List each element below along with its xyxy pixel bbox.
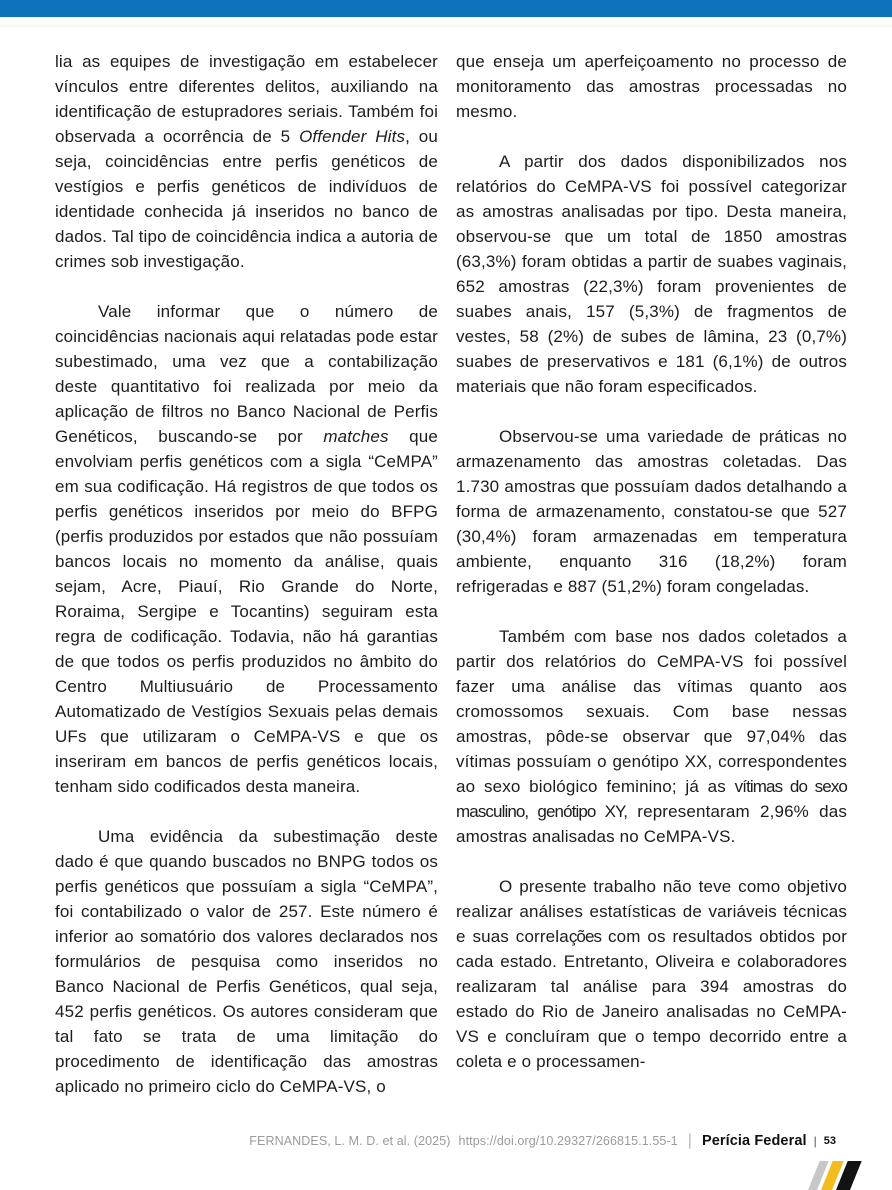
paragraph bbox=[456, 149, 847, 399]
italic-term: matches bbox=[323, 427, 389, 446]
footer-citation: FERNANDES, L. M. D. et al. (2025) bbox=[249, 1134, 451, 1148]
journal-title: Perícia Federal bbox=[701, 1133, 807, 1149]
left-column bbox=[55, 49, 438, 1124]
condensed-text: ções bbox=[568, 927, 602, 946]
paragraph bbox=[55, 49, 438, 274]
paragraph bbox=[55, 299, 438, 799]
header-shadow-line bbox=[0, 25, 892, 27]
paragraph-text: O presente trabalho não teve como objetivo realizar análises estatísticas de variáveis técnicas e suas correla bbox=[456, 877, 847, 946]
italic-term: Offender Hits bbox=[299, 127, 406, 146]
paragraph bbox=[55, 824, 438, 1099]
page-number: 53 bbox=[823, 1135, 836, 1147]
paragraph-text: Uma evidência da subestimação deste dado é que quando buscados no BNPG todos os perfis genéticos que possuíam a sigla “CeMPA”, foi contabilizado o valor de 257. Este número é inferior ao somatório dos valores declarados nos formulários de pesquisa como inseridos no Banco Nacional de Perfis Genéticos, qual seja, 452 perfis genéticos. Os autores consideram que tal fato se trata de uma limitação do procedimento de identificação das amostras aplicado no primeiro ciclo do CeMPA-VS, o bbox=[55, 827, 438, 1096]
footer-separator: | bbox=[813, 1134, 817, 1148]
paragraph-text: Também com base nos dados coletados a partir dos relatórios do CeMPA-VS foi possível fazer uma análise das vítimas quanto aos cromossomos sexuais. Com base nessas amostras, pôde-se observar que 97,04% das vítimas possuíam o genótipo XX, correspondentes ao sexo biológico feminino; já as bbox=[456, 627, 847, 796]
paragraph bbox=[456, 49, 847, 124]
header-bar bbox=[0, 0, 892, 17]
paragraph-text: representaram 2,96% das amostras analisadas no CeMPA-VS. bbox=[456, 802, 847, 846]
paragraph-text: que enseja um aperfeiçoamento no processo de monitoramento das amostras processadas no mesmo. bbox=[456, 52, 847, 121]
paragraph-text: Observou-se uma variedade de práticas no armazenamento das amostras coletadas. Das 1.730 amostras que possuíam dados detalhando a forma de armazenamento, constatou-se que 527 (30,4%) foram armazenadas em temperatura ambiente, enquanto 316 (18,2%) foram refrigeradas e 887 (51,2%) foram congeladas. bbox=[456, 427, 847, 596]
right-column bbox=[456, 49, 847, 1124]
paragraph-text: com os resultados obtidos por cada estado. Entretanto, Oliveira e colaboradores realizaram tal análise para 394 amostras do estado do Rio de Janeiro analisadas no CeMPA-VS e concluíram que o tempo decorrido entre a coleta e o processamen- bbox=[456, 927, 848, 1071]
paragraph-text: A partir dos dados disponibilizados nos relatórios do CeMPA-VS foi possível categorizar as amostras analisadas por tipo. Desta maneira, observou-se que um total de 1850 amostras (63,3%) foram obtidas a partir de suabes vaginais, 652 amostras (22,3%) foram provenientes de suabes anais, 157 (5,3%) de fragmentos de vestes, 58 (2%) de subes de lâmina, 23 (0,7%) suabes de preservativos e 181 (6,1%) de outros materiais que não foram especificados. bbox=[456, 152, 847, 396]
paragraph bbox=[456, 624, 847, 849]
condensed-text: vítimas do sexo masculino, genótipo XY, bbox=[456, 777, 847, 821]
footer-doi: https://doi.org/10.29327/266815.1.55-1 bbox=[458, 1134, 678, 1148]
article-body bbox=[55, 49, 847, 1124]
paragraph-text: que envolviam perfis genéticos com a sigla “CeMPA” em sua codificação. Há registros de que todos os perfis genéticos inseridos por meio do BFPG (perfis produzidos por estados que não possuíam bancos locais no momento da análise, quais sejam, Acre, Piauí, Rio Grande do Norte, Roraima, Sergipe e Tocantins) seguiram esta regra de codificação. Todavia, não há garantias de que todos os perfis produzidos no âmbito do Centro Multiusuário de Processamento Automatizado de Vestígios Sexuais pelas demais UFs que utilizaram o CeMPA-VS e que os inseriram em bancos de perfis genéticos locais, tenham sido codificados desta maneira. bbox=[55, 427, 438, 796]
footer-separator: | bbox=[687, 1132, 692, 1149]
journal-logo bbox=[808, 1161, 850, 1190]
paragraph-text: Vale informar que o número de coincidências nacionais aqui relatadas pode estar subestimado, uma vez que a contabilização deste quantitativo foi realizada por meio da aplicação de filtros no Banco Nacional de Perfis Genéticos, buscando-se por bbox=[55, 302, 438, 446]
paragraph bbox=[456, 424, 847, 599]
paragraph-text: , ou seja, coincidências entre perfis genéticos de vestígios e perfis genéticos de indivíduos de identidade conhecida já inseridos no banco de dados. Tal tipo de coincidência indica a autoria de crimes sob investigação. bbox=[55, 127, 438, 271]
paragraph bbox=[456, 874, 847, 1074]
paragraph-text: lia as equipes de investigação em estabelecer vínculos entre diferentes delitos, auxiliando na identificação de estupradores seriais. Também foi observada a ocorrência de 5 bbox=[55, 52, 438, 146]
footer bbox=[249, 1132, 836, 1150]
